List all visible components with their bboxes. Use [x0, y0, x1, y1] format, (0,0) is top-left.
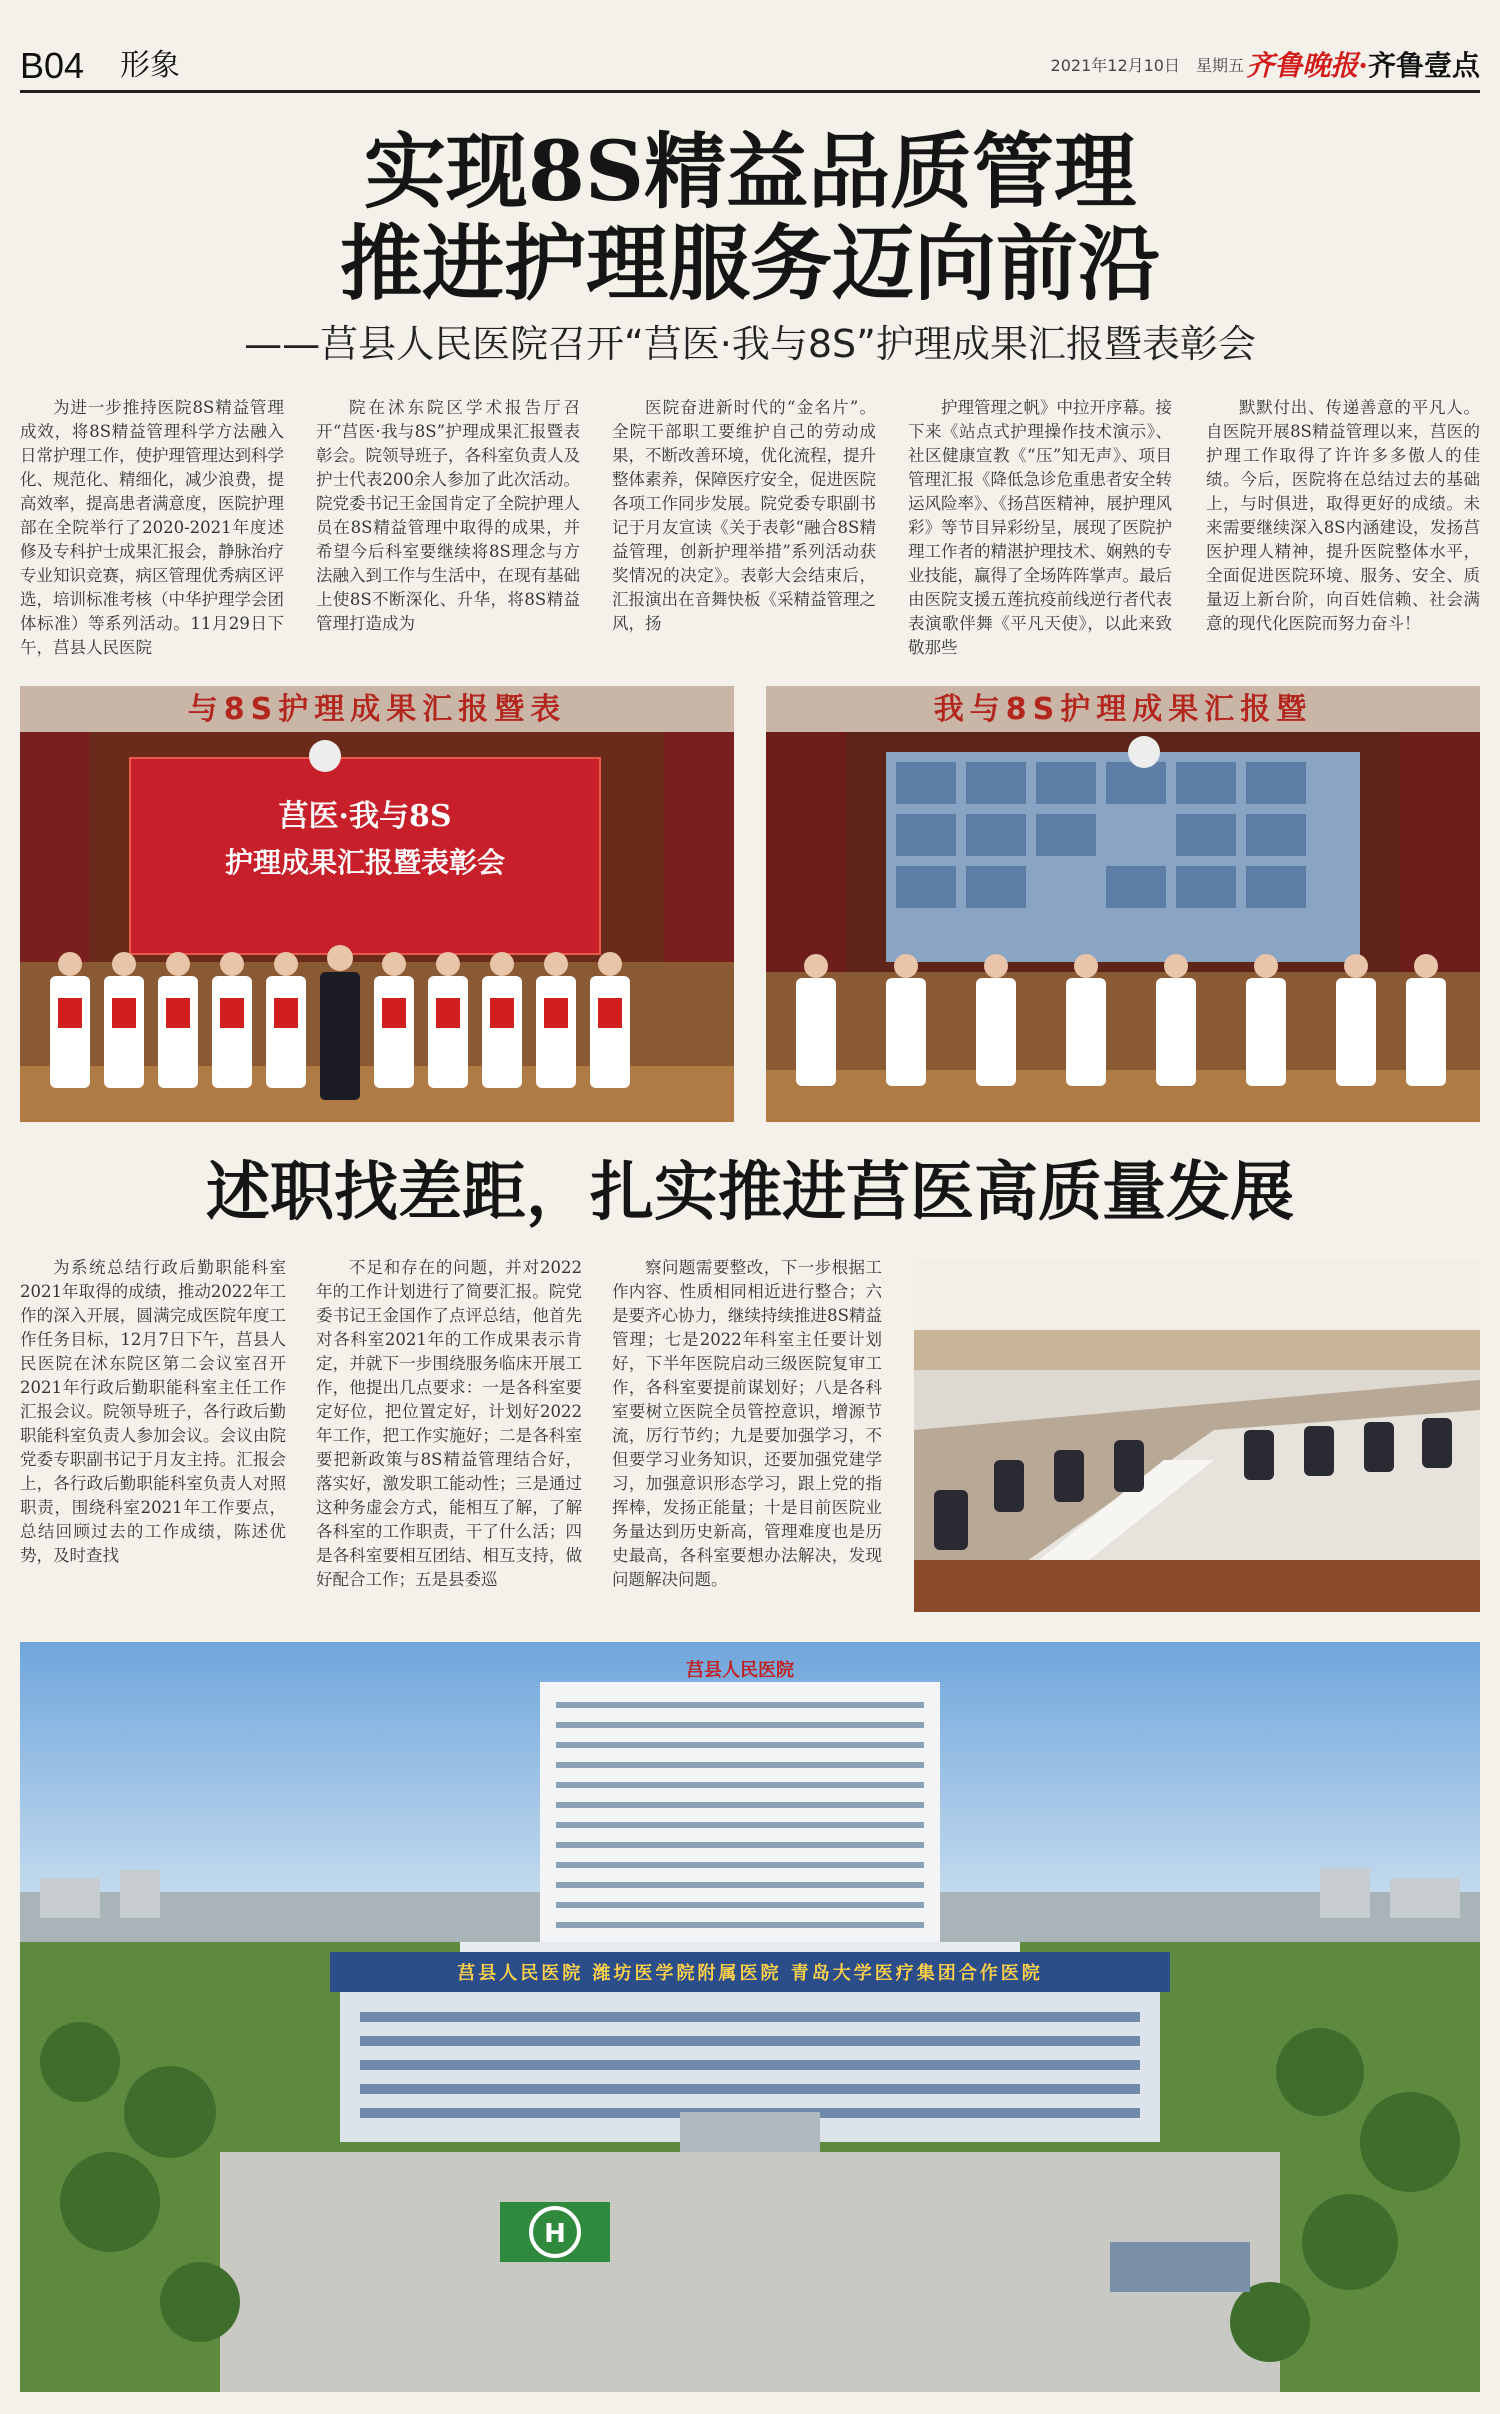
article2-title: 述职找差距，扎实推进莒医高质量发展: [206, 1155, 1294, 1230]
article2-column-2: [316, 1256, 582, 1616]
page-number: B04: [20, 45, 85, 86]
article2-column-1-text: 为系统总结行政后勤职能科室2021年取得的成绩，推动2022年工作的深入开展，圆满完成医院年度工作任务目标，12月7日下午，莒县人民医院在沭东院区第二会议室召开2021年行政后勤职能科室主任工作汇报会议。院领导班子，各行政后勤职能科室负责人参加会议。会议由院党委专职副书记于月友主持。汇报会上，各行政后勤职能科室负责人对照职责，围绕科室2021年工作要点，总结回顾过去的工作成绩，陈述优势，及时查找: [20, 1258, 286, 1565]
meeting-photo: [914, 1260, 1480, 1612]
issue-date: 2021年12月10日: [1050, 56, 1180, 75]
ceremony-screen-line1: 莒医·我与8S: [278, 799, 452, 834]
article2-column-1: [20, 1256, 286, 1616]
issue-weekday: 星期五: [1195, 56, 1244, 75]
ceremony-photo: [20, 686, 734, 1122]
ceremony-screen-line2: 护理成果汇报暨表彰会: [224, 846, 506, 879]
svg-text:H: H: [544, 2219, 566, 2249]
facade-sign: 莒县人民医院 潍坊医学院附属医院 青岛大学医疗集团合作医院: [457, 1963, 1043, 1984]
section-name: 形象: [120, 48, 180, 83]
article1-column-3: [612, 396, 876, 664]
article1-title-line2: 推进护理服务迈向前沿: [339, 216, 1160, 312]
article2-column-3-text: 察问题需要整改，下一步根据工作内容、性质相同相近进行整合；六是要齐心协力，继续持续推进8S精益管理；七是2022年科室主任要计划好，下半年医院启动三级医院复审工作，各科室要提前谋划好；八是各科室要树立医院全员管控意识，增源节流，厉行节约；九是要加强学习，不但要学习业务知识，还要加强党建学习，加强意识形态学习，跟上党的指挥棒，发扬正能量；十是目前医院业务量达到历史新高，管理难度也是历史最高，各科室要想办法解决，发现问题解决问题。: [612, 1258, 882, 1589]
article1-title-line1: 实现8S精益品质管理: [363, 124, 1137, 220]
article2-column-3: [612, 1256, 882, 1616]
article1-column-4: [908, 396, 1172, 664]
article2-column-2-text: 不足和存在的问题，并对2022年的工作计划进行了简要汇报。院党委书记王金国作了点评总结，他首先对各科室2021年的工作成果表示肯定，并就下一步围绕服务临床开展工作，他提出几点要求：一是各科室要定好位，把位置定好，计划好2022年工作，把工作实施好；二是各科室要把新政策与8S精益管理结合好，落实好，激发职工能动性；三是通过这种务虚会方式，能相互了解，了解各科室的工作职责，干了什么活；四是各科室要相互团结、相互支持，做好配合工作；五是县委巡: [316, 1258, 582, 1589]
newspaper-logo: [1246, 42, 1480, 90]
article1-column-4-text: 护理管理之帆》中拉开序幕。接下来《站点式护理操作技术演示》、社区健康宣教《“压”知无声》、项目管理汇报《降低急诊危重患者安全转运风险率》、《扬莒医精神，展护理风彩》等节目异彩纷呈，展现了医院护理工作者的精湛护理技术、娴熟的专业技能，赢得了全场阵阵掌声。最后由医院支援五莲抗疫前线逆行者代表表演歌伴舞《平凡天使》，以此来致敬那些: [908, 398, 1172, 657]
article1-column-2-text: 院在沭东院区学术报告厅召开“莒医·我与8S”护理成果汇报暨表彰会。院领导班子，各科室负责人及护士代表200余人参加了此次活动。院党委书记王金国肯定了全院护理人员在8S精益管理中取得的成果，并希望今后科室要继续将8S理念与方法融入到工作与生活中，在现有基础上使8S不断深化、升华，将8S精益管理打造成为: [316, 398, 580, 633]
ceremony-banner-text: 与8S护理成果汇报暨表: [187, 692, 567, 727]
article1-column-1-text: 为进一步推持医院8S精益管理成效，将8S精益管理科学方法融入日常护理工作，使护理管理达到科学化、规范化、精细化，减少浪费，提高效率，提高患者满意度，医院护理部在全院举行了2020-2021年度述修及专科护士成果汇报会，静脉治疗专业知识竞赛，病区管理优秀病区评选，培训标准考核（中华护理学会团体标准）等系列活动。11月29日下午，莒县人民医院: [20, 398, 284, 657]
masthead: [20, 42, 1480, 93]
performance-banner-text: 我与8S护理成果汇报暨: [933, 692, 1313, 727]
article1-column-3-text: 医院奋进新时代的“金名片”。全院干部职工要维护自己的劳动成果，不断改善环境，优化流程，提升整体素养，保障医疗安全，促进医院各项工作同步发展。院党委专职副书记于月友宣读《关于表彰“融合8S精益管理，创新护理举措”系列活动获奖情况的决定》。表彰大会结束后，汇报演出在音舞快板《采精益管理之风，扬: [612, 398, 876, 633]
roof-sign: 莒县人民医院: [686, 1660, 794, 1681]
article1-column-5-text: 默默付出、传递善意的平凡人。自医院开展8S精益管理以来，莒医的护理工作取得了许许多多傲人的佳绩。今后，医院将在总结过去的基础上，与时俱进，取得更好的成绩。未来需要继续深入8S内涵建设，发扬莒医护理人精神，提升医院整体水平，全面促进医院环境、服务、安全、质量迈上新台阶，向百姓信赖、社会满意的现代化医院而努力奋斗！: [1206, 398, 1480, 633]
performance-photo: [766, 686, 1480, 1122]
hospital-aerial-photo: [20, 1642, 1480, 2392]
article1-column-5: [1206, 396, 1480, 664]
brand-separator: ·: [1358, 49, 1368, 82]
brand-secondary: 齐鲁壹点: [1367, 49, 1480, 82]
article1-subtitle: ——莒县人民医院召开“莒医·我与8S”护理成果汇报暨表彰会: [244, 322, 1256, 366]
article1-column-2: [316, 396, 580, 664]
brand-primary: 齐鲁晚报: [1246, 49, 1359, 82]
article1-column-1: [20, 396, 284, 664]
